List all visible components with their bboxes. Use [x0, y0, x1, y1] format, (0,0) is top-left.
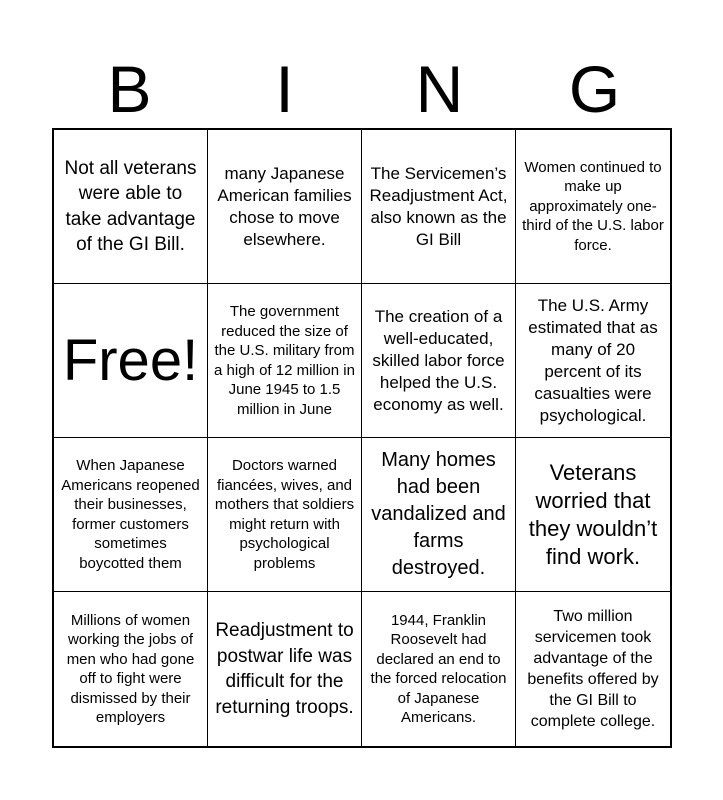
bingo-cell[interactable]: [54, 130, 208, 284]
bingo-cell[interactable]: [208, 438, 362, 592]
bingo-cell[interactable]: [516, 438, 670, 592]
bingo-cell[interactable]: [54, 438, 208, 592]
bingo-header: [52, 50, 672, 128]
cell-text: The Servicemen’s Readjustment Act, also known as the GI Bill: [369, 163, 508, 249]
bingo-cell[interactable]: [362, 592, 516, 746]
cell-text: many Japanese American families chose to move elsewhere.: [217, 163, 352, 249]
bingo-cell[interactable]: [362, 438, 516, 592]
cell-text: Women continued to make up approximately one-third of the U.S. labor force.: [522, 158, 664, 254]
bingo-cell[interactable]: [208, 284, 362, 438]
header-letter-i: I: [275, 52, 294, 126]
bingo-cell[interactable]: [208, 130, 362, 284]
cell-text: The creation of a well-educated, skilled labor force helped the U.S. economy as well.: [372, 306, 505, 414]
bingo-cell[interactable]: [516, 130, 670, 284]
header-letter-g: G: [568, 52, 621, 126]
cell-text: Not all veterans were able to take advantage of the GI Bill.: [64, 157, 197, 255]
header-letter-n: N: [415, 52, 464, 126]
cell-text: Millions of women working the jobs of men who had gone off to fight were dismissed by their employers: [66, 611, 195, 726]
bingo-cell[interactable]: [54, 592, 208, 746]
cell-text: When Japanese Americans reopened their businesses, former customers sometimes boycotted them: [61, 457, 200, 572]
header-letter-b: B: [107, 52, 152, 126]
bingo-cell[interactable]: [516, 284, 670, 438]
bingo-cell[interactable]: [516, 592, 670, 746]
free-space-text: Free!: [62, 327, 199, 393]
cell-text: Readjustment to postwar life was difficult for the returning troops.: [215, 620, 354, 718]
cell-text: 1944, Franklin Roosevelt had declared an end to the forced relocation of Japanese Americans.: [370, 611, 507, 726]
cell-text: The U.S. Army estimated that as many of 20 percent of its casualties were psychological.: [528, 295, 658, 425]
free-space-cell[interactable]: [54, 284, 208, 438]
cell-text: Many homes had been vandalized and farms destroyed.: [371, 449, 506, 579]
bingo-cell[interactable]: [362, 284, 516, 438]
bingo-cell[interactable]: [362, 130, 516, 284]
cell-text: Doctors warned fiancées, wives, and mothers that soldiers might return with psychological problems: [214, 457, 355, 572]
cell-text: Veterans worried that they wouldn’t find work.: [528, 459, 658, 569]
bingo-cell[interactable]: [208, 592, 362, 746]
cell-text: The government reduced the size of the U.S. military from a high of 12 million in June 1945 to 1.5 million in June: [214, 303, 355, 418]
cell-text: Two million servicemen took advantage of the benefits offered by the GI Bill to complete college.: [527, 608, 659, 730]
bingo-board: [52, 128, 672, 748]
